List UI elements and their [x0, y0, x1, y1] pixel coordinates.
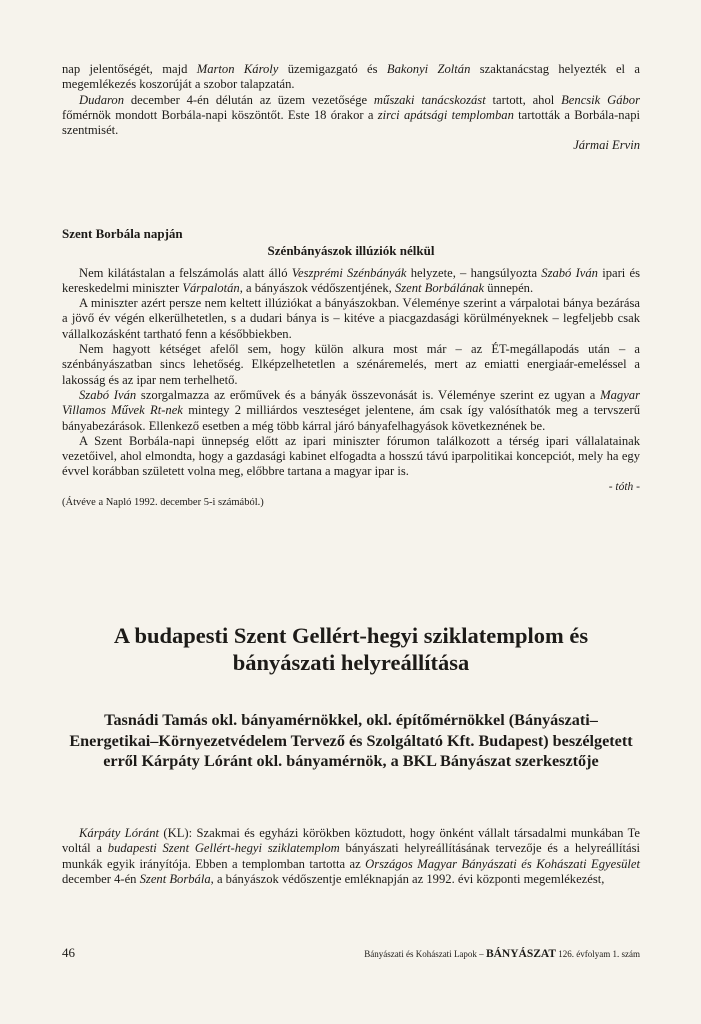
- section-label: Szent Borbála napján: [62, 226, 183, 241]
- article-szenbanyaszok: [62, 226, 640, 510]
- article-title: A budapesti Szent Gellért-hegyi sziklatemplom és bányászati helyreállítása: [113, 623, 589, 675]
- paragraph: Dudaron december 4-én délután az üzem vezetősége műszaki tanácskozást tartott, ahol Bencsik Gábor főmérnök mondott Borbála-napi köszöntőt. Este 18 órakor a zirci apátsági templomban tartották a Borbála-napi szentmisét.: [62, 92, 640, 138]
- issue-info: 126. évfolyam 1. szám: [558, 949, 640, 959]
- publication-info: [364, 947, 640, 961]
- publication-name: Bányászati és Kohászati Lapok –: [364, 949, 484, 959]
- paragraph: Szabó Iván szorgalmazza az erőművek és a bányák összevonását is. Véleménye szerint ez ugyan a Magyar Villamos Művek Rt-nek mintegy 2 milliárdos veszteséget jelentene, ám csak így valósíthatók meg a tervszerű bányabezárások. Ellenkező esetben a még több kárral járó bányafelhagyások következnének be.: [62, 387, 641, 433]
- paragraph: Kárpáty Lóránt (KL): Szakmai és egyházi körökben köztudott, hogy önként vállalt társadalmi munkában Te voltál a budapesti Szent Gellért-hegyi sziklatemplom bányászati helyreállításának tervezője és a helyreállítási munkák egyik irányítója. Ebben a templomban tartotta az Országos Magyar Bányászati és Kohászati Egyesület december 4-én Szent Borbála, a bányászok védőszentje emléknapján az 1992. évi központi megemlékezést,: [62, 826, 640, 886]
- author-signature: Jármai Ervin: [573, 138, 640, 153]
- paragraph: Nem kilátástalan a felszámolás alatt álló Veszprémi Szénbányák helyzete, – hangsúlyozta Szabó Iván ipari és kereskedelmi miniszter Várpalotán, a bányászok védőszentjének, Szent Borbálának ünnepén.: [62, 265, 640, 295]
- paragraph: nap jelentőségét, majd Marton Károly üzemigazgató és Bakonyi Zoltán szaktanácstag helyezték el a megemlékezés koszorúját a szobor talapzatán.: [62, 62, 640, 92]
- paragraph: A Szent Borbála-napi ünnepség előtt az ipari miniszter fórumon találkozott a térség ipari vállalatainak vezetőivel, ahol elmondta, hogy a gazdasági kabinet elfogadta a hosszú távú iparpolitikai koncepciót, mely ha egy évvel korábban született volna meg, előbbre tartana a magyar ipar is.: [62, 433, 640, 479]
- previous-article-ending: [62, 62, 640, 154]
- paragraph: Nem hagyott kétséget afelől sem, hogy külön alkura most már – az ÉT-megállapodás után – a szénbányászatban sincs lehetőség. Elképzelhetetlen a szénáremelés, mert az emiatti energiaár-emeléssel a lakosság és az ipar nem terhelhető.: [62, 342, 640, 387]
- source-note: (Átvéve a Napló 1992. december 5-i számából.): [62, 497, 264, 509]
- article-subtitle: Tasnádi Tamás okl. bányamérnökkel, okl. építőmérnökkel (Bányászati–Energetikai–Környezetvédelem Tervező és Szolgáltató Kft. Budapest) beszélgetett erről Kárpáty Lóránt okl. bányamérnök, a BKL Bányászat szerkesztője: [69, 711, 633, 770]
- paragraph: A miniszter azért persze nem keltett illúziókat a bányászokban. Véleménye szerint a várpalotai bánya bezárása a jövő év végén elkerülhetetlen, s a dudari bánya is – kitéve a piacgazdasági körülményeknek – legfeljebb csak vállalkozásként tartható fenn a későbbiekben.: [62, 296, 640, 341]
- article-title: Szénbányászok illúziók nélkül: [267, 243, 435, 259]
- author-signature: - tóth -: [608, 480, 640, 493]
- journal-name: BÁNYÁSZAT: [485, 948, 557, 960]
- page-number: 46: [62, 945, 75, 960]
- interview-intro: [62, 826, 640, 887]
